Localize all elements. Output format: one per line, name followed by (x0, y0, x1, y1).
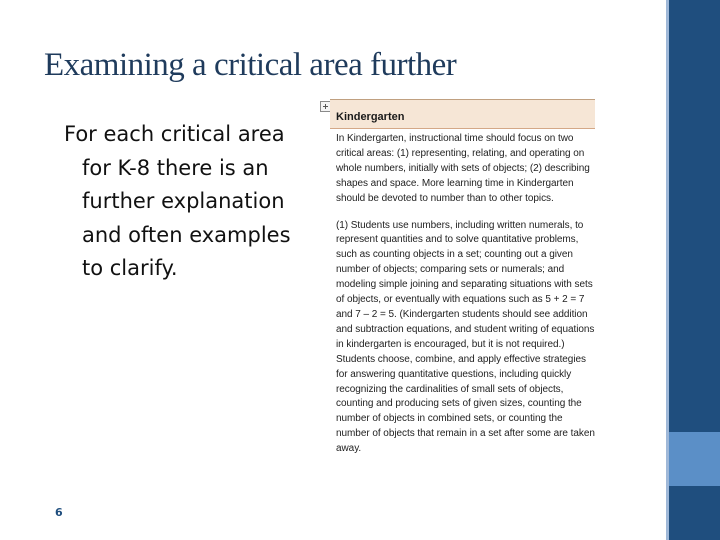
slide-body-text: For each critical area for K-8 there is an further explanation and often examples to clarify. (64, 122, 291, 280)
excerpt-paragraph-detail: (1) Students use numbers, including written numerals, to represent quantities and to solve quantitative problems, such as counting objects in a set; counting out a given number of objects; comparing sets or numerals; and modeling simple joining and separating situations with sets of objects, or eventually with equations such as 5 + 2 = 7 and 7 – 2 = 5. (Kindergarten students should see addition and subtraction equations, and student writing of equations in kindergarten is encouraged, but it is not required.) Students choose, combine, and apply effective strategies for answering quantitative questions, including quickly recognizing the cardinalities of small sets of objects, counting and producing sets of given sizes, counting the number of objects in combined sets, or counting the number of objects that remain in a set after some are taken away. (336, 219, 595, 455)
sidebar-accent-block (669, 432, 720, 486)
slide-title: Examining a critical area further (44, 47, 457, 83)
excerpt-paragraph-intro: In Kindergarten, instructional time should focus on two critical areas: (1) representing, relating, and operating on whole numbers, initially with sets of objects; (2) describing shapes and space. More learning time in Kindergarten should be devoted to number than to other topics. (336, 133, 590, 204)
page-number: 6 (55, 506, 63, 519)
document-excerpt (330, 99, 595, 500)
excerpt-header: Kindergarten (330, 99, 595, 129)
